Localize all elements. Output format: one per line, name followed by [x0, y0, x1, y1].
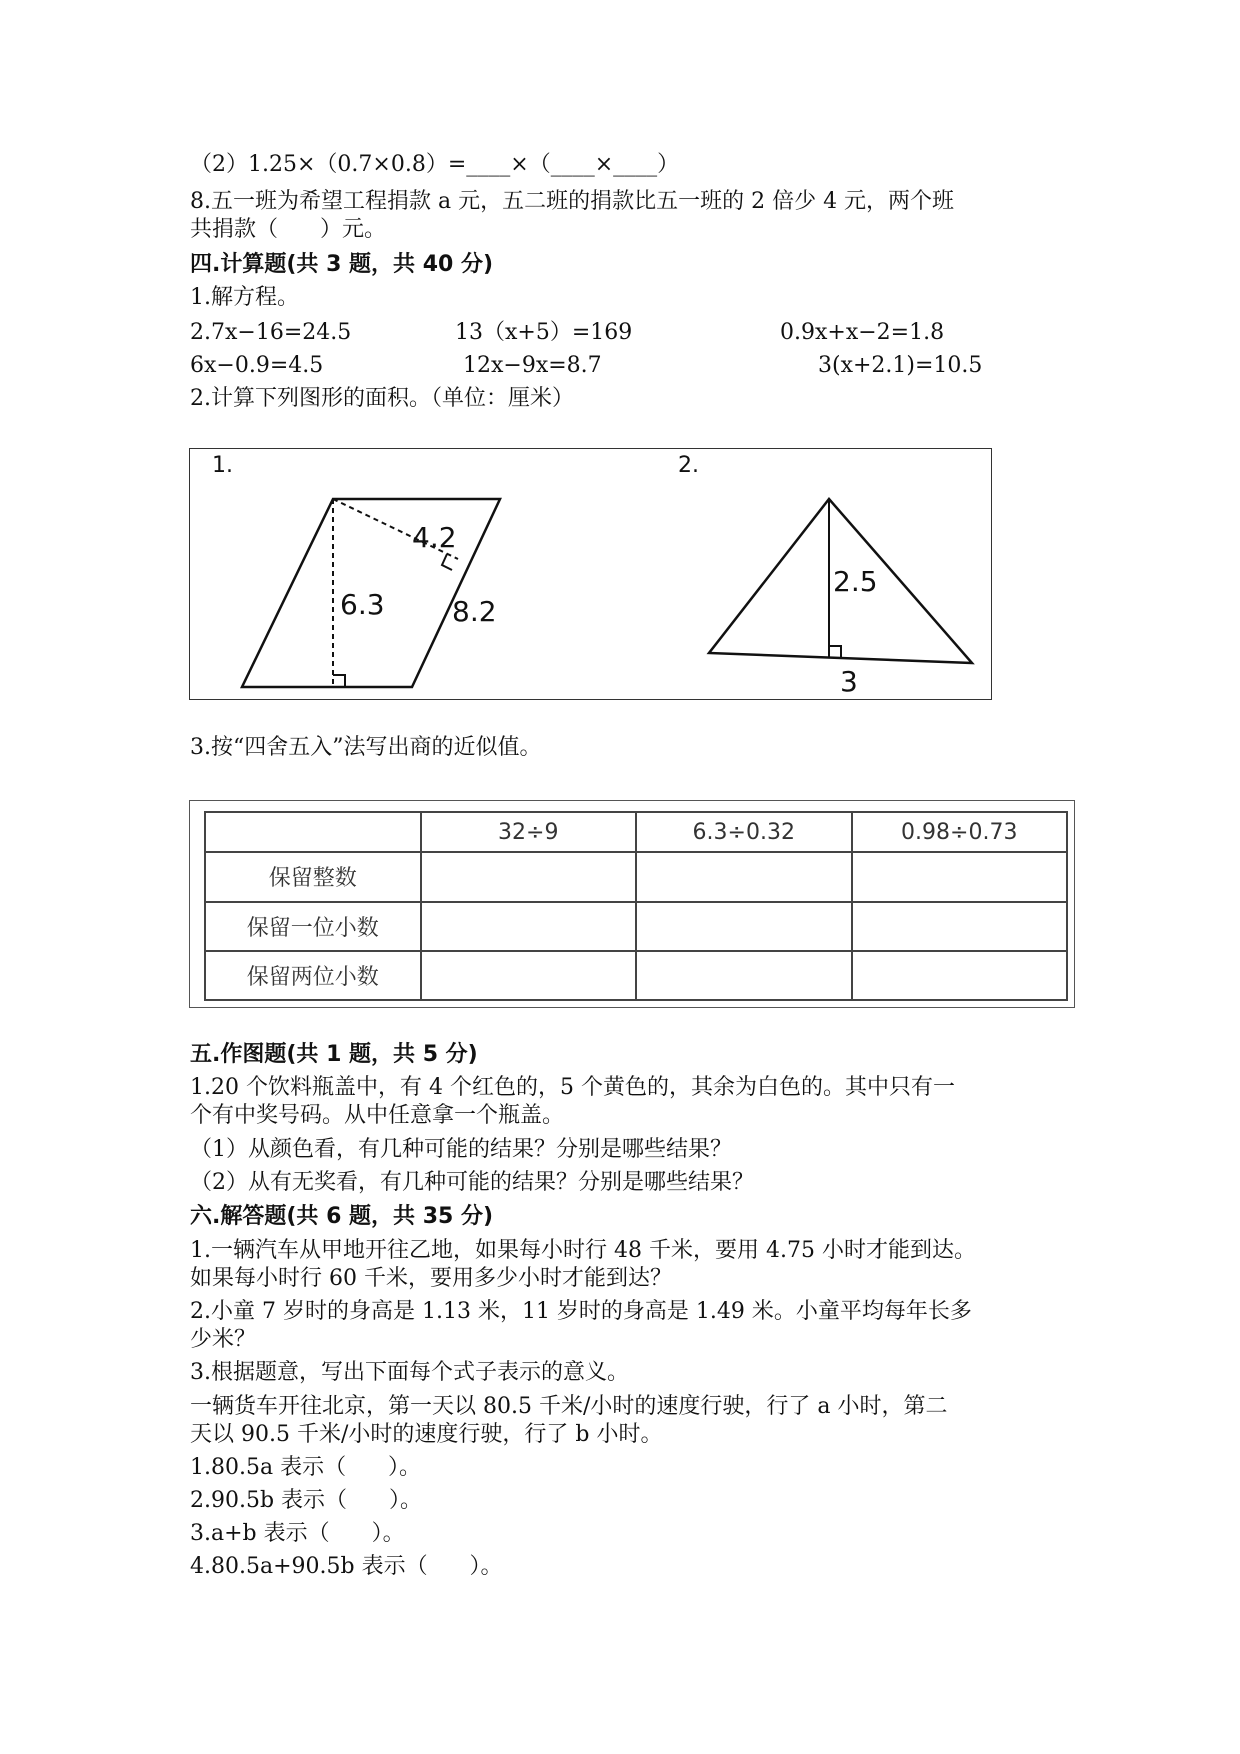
section-4-title: 四.计算题(共 3 题，共 40 分): [190, 252, 494, 277]
equation: 12x−9x=8.7: [463, 353, 602, 378]
equation: 13（x+5）=169: [455, 320, 633, 345]
table-row: [205, 951, 1067, 1000]
label-height: 6.3: [340, 588, 385, 621]
question-6-3: 3.根据题意，写出下面每个式子表示的意义。: [190, 1360, 629, 1385]
question-4-1: 1.解方程。: [190, 285, 299, 310]
table-corner-cell: [205, 812, 421, 852]
question-5-1-part-1: （1）从颜色看，有几种可能的结果？分别是哪些结果？: [190, 1137, 732, 1162]
sub-question-4: 4.80.5a+90.5b 表示（ ）。: [190, 1554, 503, 1579]
question-5-1-line-2: 个有中奖号码。从中任意拿一个瓶盖。: [190, 1103, 565, 1128]
question-4-3: 3.按“四舍五入”法写出商的近似值。: [190, 735, 542, 760]
section-6-title: 六.解答题(共 6 题，共 35 分): [190, 1204, 494, 1229]
question-6-1-line-2: 如果每小时行 60 千米，要用多少小时才能到达？: [190, 1266, 672, 1291]
answer-cell[interactable]: [636, 902, 852, 951]
equation: 3(x+2.1)=10.5: [818, 353, 983, 378]
row-label-cell: 保留整数: [205, 852, 421, 901]
sub-question-2: 2.90.5b 表示（ ）。: [190, 1488, 423, 1513]
right-angle-mark: [333, 675, 345, 687]
fill-blank-line: （2）1.25×（0.7×0.8）=____×（____×____）: [190, 152, 680, 177]
equation: 2.7x−16=24.5: [190, 320, 352, 345]
question-8-line-2: 共捐款（ ）元。: [190, 217, 386, 242]
section-5-title: 五.作图题(共 1 题，共 5 分): [190, 1042, 478, 1067]
answer-cell[interactable]: [852, 852, 1068, 901]
table-header-cell: 0.98÷0.73: [852, 812, 1068, 852]
question-6-3-context-1: 一辆货车开往北京，第一天以 80.5 千米/小时的速度行驶，行了 a 小时，第二: [190, 1394, 948, 1419]
question-4-2: 2.计算下列图形的面积。（单位：厘米）: [190, 386, 574, 411]
answer-cell[interactable]: [636, 852, 852, 901]
label-triangle-base: 3: [840, 665, 858, 698]
approximation-table: [204, 811, 1068, 1001]
answer-cell[interactable]: [636, 951, 852, 1000]
row-label-cell: 保留一位小数: [205, 902, 421, 951]
question-6-2-line-2: 少米？: [190, 1327, 257, 1352]
area-figures-box: [189, 448, 992, 700]
approximation-table-box: [189, 800, 1075, 1008]
question-5-1-part-2: （2）从有无奖看，有几种可能的结果？分别是哪些结果？: [190, 1170, 754, 1195]
label-slant-height: 4.2: [412, 521, 457, 554]
question-6-2-line-1: 2.小童 7 岁时的身高是 1.13 米，11 岁时的身高是 1.49 米。小童平均每年长多: [190, 1299, 972, 1324]
answer-cell[interactable]: [421, 852, 637, 901]
question-5-1-line-1: 1.20 个饮料瓶盖中，有 4 个红色的，5 个黄色的，其余为白色的。其中只有一: [190, 1075, 955, 1100]
sub-question-1: 1.80.5a 表示（ ）。: [190, 1455, 422, 1480]
figure-1-label: 1.: [212, 453, 233, 478]
question-6-3-context-2: 天以 90.5 千米/小时的速度行驶，行了 b 小时。: [190, 1422, 663, 1447]
answer-cell[interactable]: [852, 902, 1068, 951]
answer-cell[interactable]: [421, 902, 637, 951]
answer-cell[interactable]: [421, 951, 637, 1000]
question-6-1-line-1: 1.一辆汽车从甲地开往乙地，如果每小时行 48 千米，要用 4.75 小时才能到达。: [190, 1238, 976, 1263]
table-row: [205, 902, 1067, 951]
answer-cell[interactable]: [852, 951, 1068, 1000]
equation: 6x−0.9=4.5: [190, 353, 324, 378]
question-8-line-1: 8.五一班为希望工程捐款 a 元，五二班的捐款比五一班的 2 倍少 4 元，两个班: [190, 189, 955, 214]
label-side: 8.2: [452, 595, 497, 628]
table-header-cell: 32÷9: [421, 812, 637, 852]
equation: 0.9x+x−2=1.8: [780, 320, 945, 345]
figures-drawing: [190, 449, 991, 699]
label-triangle-height: 2.5: [833, 565, 878, 598]
figure-2-label: 2.: [678, 453, 699, 478]
row-label-cell: 保留两位小数: [205, 951, 421, 1000]
sub-question-3: 3.a+b 表示（ ）。: [190, 1521, 405, 1546]
table-header-cell: 6.3÷0.32: [636, 812, 852, 852]
table-row: [205, 852, 1067, 901]
